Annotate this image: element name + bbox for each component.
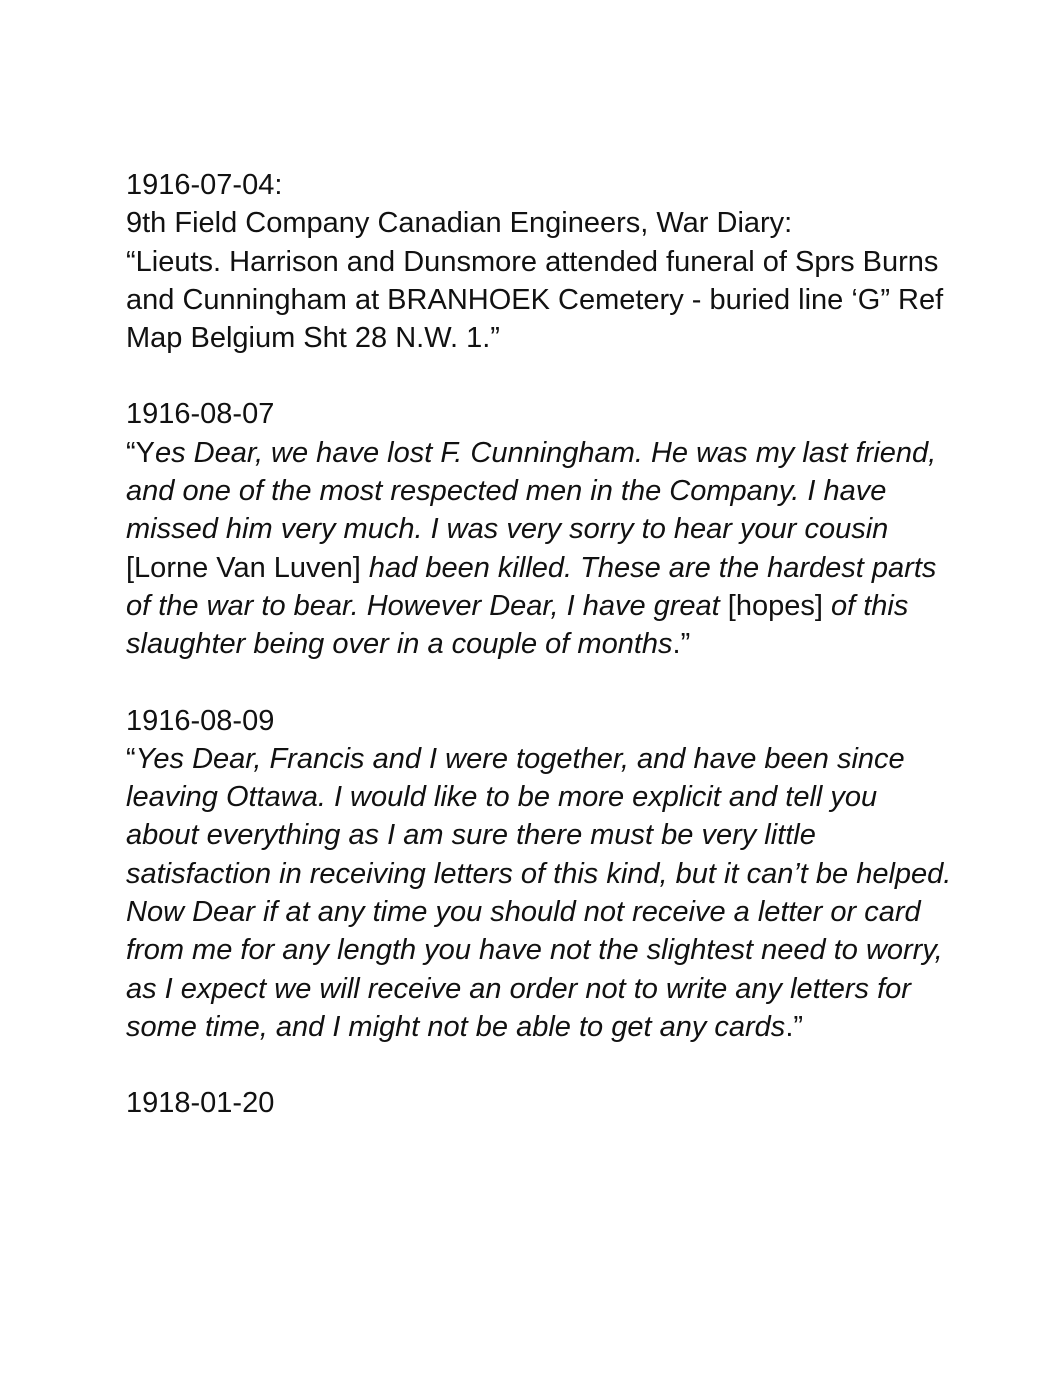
entry-date: 1916-08-07	[126, 398, 275, 431]
quote-open: “Y	[126, 436, 155, 469]
letter-quote	[126, 740, 956, 1046]
quote-close: .”	[672, 628, 691, 661]
entry-1918-01-20	[126, 1084, 956, 1122]
quote-text-italic: es Dear, we have lost F. Cunningham. He was my last friend, and one of the most respected men in the Company. I have missed him very much. I was very sorry to hear your cousin	[126, 436, 937, 546]
editor-insert: [hopes]	[719, 589, 831, 622]
entry-quote: “Lieuts. Harrison and Dunsmore attended funeral of Sprs Burns and Cunningham at BRANHOEK Cemetery - buried line ‘G” Ref Map Belgium Sht 28 N.W. 1.”	[126, 245, 944, 355]
entry-date: 1916-07-04:	[126, 169, 283, 201]
quote-text-italic: Yes Dear, Francis and I were together, and have been since leaving Ottawa. I would like to be more explicit and tell you about everything as I am sure there must be very little satisfaction in receiving letters of this kind, but it can’t be helped. Now Dear if at any time you should not receive a letter or card from me for any length you have not the slightest need to worry, as I expect we will receive an order not to write any letters for some time, and I might not be able to get any cards	[126, 742, 952, 1043]
entry-date: 1918-01-20	[126, 1087, 275, 1120]
letter-entry-1916-08-07	[126, 395, 956, 663]
diary-entry-1916-07-04	[126, 166, 956, 357]
entry-source: 9th Field Company Canadian Engineers, War Diary:	[126, 207, 793, 240]
letter-entry-1916-08-09	[126, 702, 956, 1047]
letter-quote	[126, 434, 956, 664]
quote-text-italic: had been killed. These are the hardest parts of the war to bear. However Dear, I have great	[126, 551, 937, 622]
editor-insert: [Lorne Van Luven]	[126, 551, 369, 584]
quote-text-italic: of this slaughter being over in a couple of months	[126, 589, 909, 661]
entry-date: 1916-08-09	[126, 704, 275, 737]
quote-open: “	[126, 742, 136, 775]
document-page	[126, 166, 956, 1161]
quote-close: .”	[785, 1010, 804, 1043]
